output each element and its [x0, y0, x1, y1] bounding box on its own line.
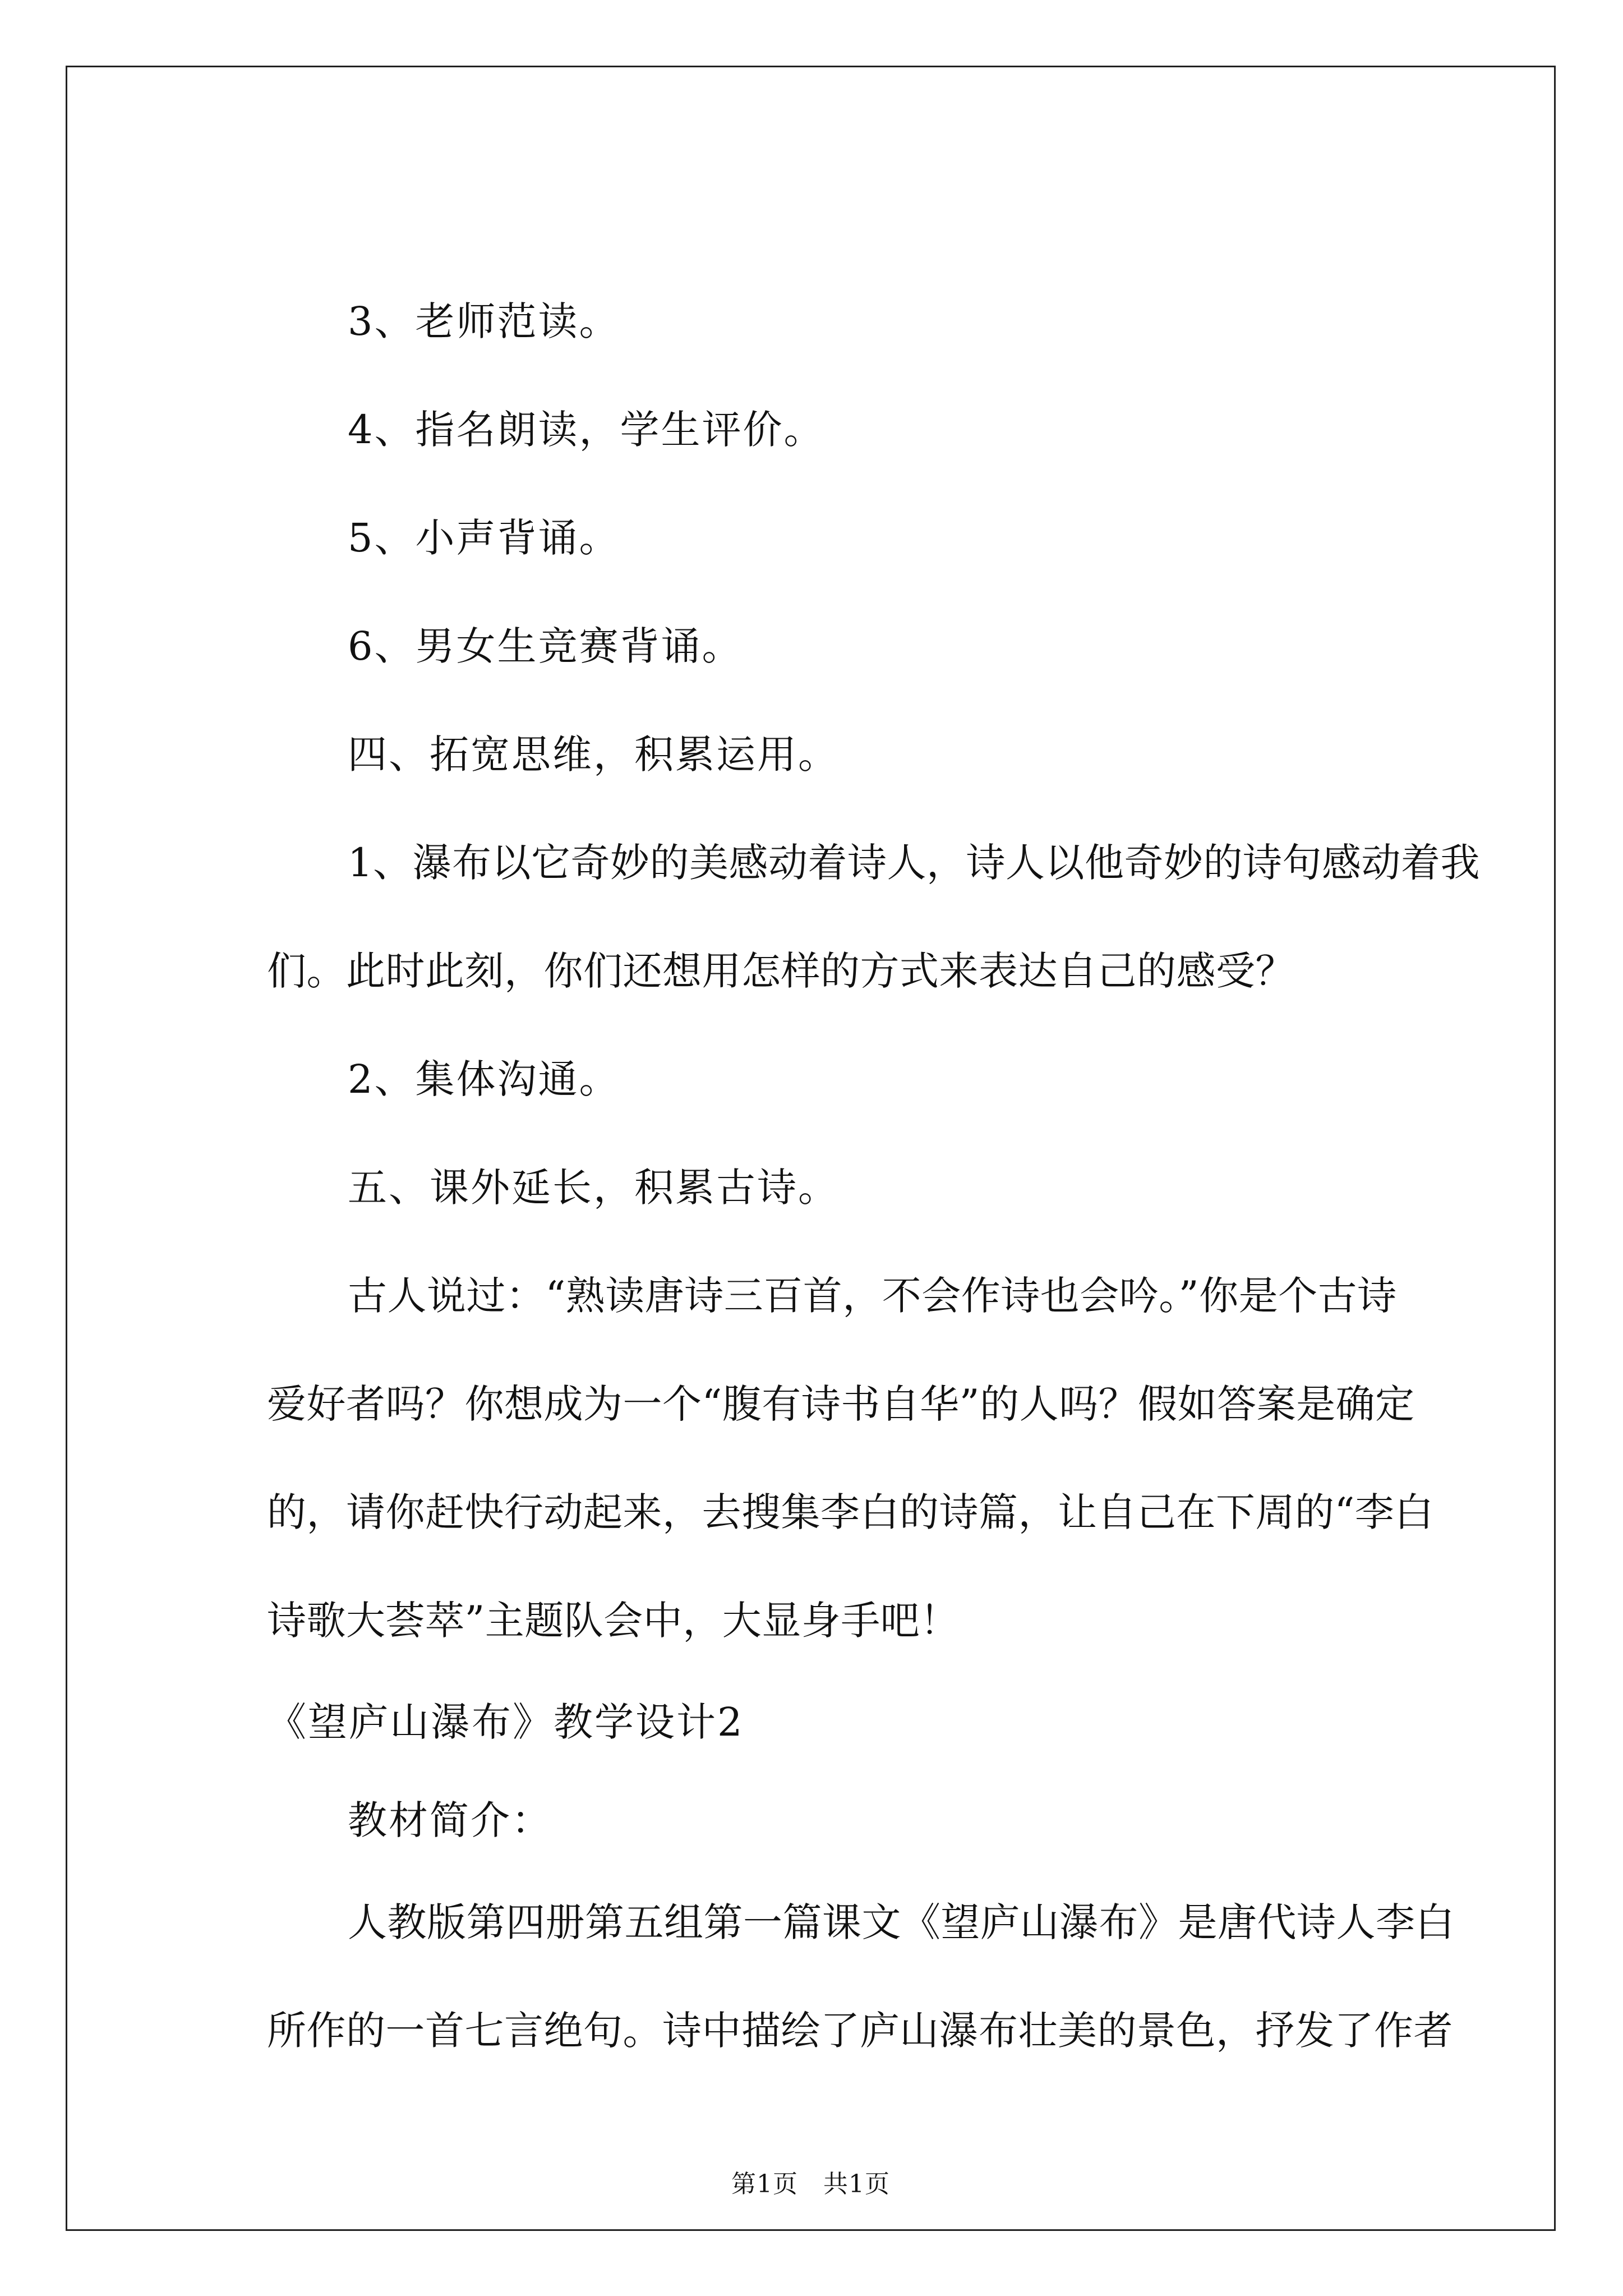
paragraph-line: 1、瀑布以它奇妙的美感动着诗人，诗人以他奇妙的诗句感动着我 — [348, 840, 1481, 886]
page-footer: 第1页 共1页 — [731, 2170, 890, 2198]
section-4-heading: 四、拓宽思维，积累运用。 — [348, 731, 839, 777]
subheading: 教材简介： — [348, 1797, 552, 1843]
step-5-line: 5、小声背诵。 — [348, 515, 620, 561]
section-5-heading: 五、课外延长，积累古诗。 — [348, 1165, 839, 1211]
paragraph-line: 人教版第四册第五组第一篇课文《望庐山瀑布》是唐代诗人李白 — [348, 1899, 1455, 1945]
page-frame — [66, 66, 1556, 2231]
step-2-line: 2、集体沟通。 — [348, 1056, 620, 1102]
paragraph-line: 们。此时此刻，你们还想用怎样的方式来表达自己的感受？ — [267, 948, 1295, 994]
paragraph-line: 诗歌大荟萃”主题队会中，大显身手吧！ — [267, 1598, 960, 1644]
document-body — [67, 67, 1554, 2229]
paragraph-line: 的，请你赶快行动起来，去搜集李白的诗篇，让自己在下周的“李白 — [267, 1489, 1434, 1535]
step-3-line: 3、老师范读。 — [348, 298, 620, 344]
paragraph-line: 爱好者吗？你想成为一个“腹有诗书自华”的人吗？假如答案是确定 — [267, 1381, 1415, 1427]
step-6-line: 6、男女生竞赛背诵。 — [348, 623, 743, 669]
section-title: 《望庐山瀑布》教学设计2 — [267, 1699, 744, 1745]
step-4-line: 4、指名朗读，学生评价。 — [348, 407, 825, 453]
paragraph-line: 古人说过：“熟读唐诗三百首，不会作诗也会吟。”你是个古诗 — [348, 1273, 1397, 1319]
paragraph-line: 所作的一首七言绝句。诗中描绘了庐山瀑布壮美的景色，抒发了作者 — [267, 2008, 1453, 2054]
